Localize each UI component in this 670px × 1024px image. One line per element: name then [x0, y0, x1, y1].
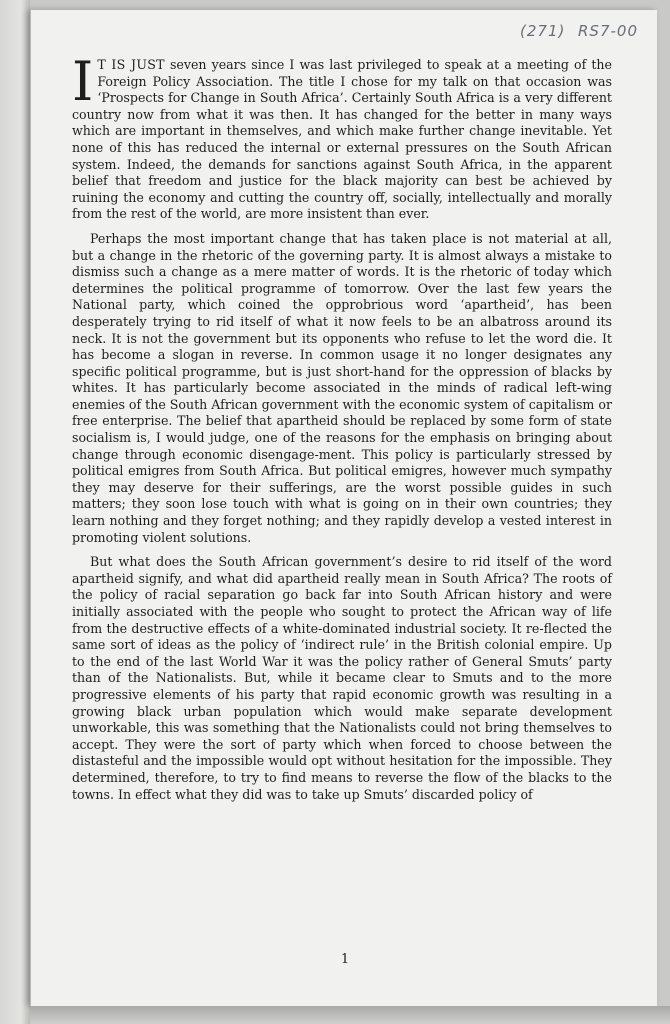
- opening-words: T IS JUST: [97, 57, 165, 72]
- paragraph-2: Perhaps the most important change that has taken place is not material at all, but a change in the rhetoric of the governing party. It is almost always a mistake to dismiss such a change as a mere matter of words. It is the rhetoric of today which determines the political programme of tomorrow. Over the last few years the National party, which coined the opprobrious word ‘apartheid’, has been desperately trying to rid itself of what it now feels to be an albatross around its neck. It is not the government but its opponents who refuse to let the word die. It has become a slogan in reverse. In common usage it no longer designates any specific political programme, but is just short-hand for the oppression of blacks by whites. It has particularly become associated in the minds of radical left-wing enemies of the South African government with the economic system of capitalism or free enterprise. The belief that apartheid should be replaced by some form of state socialism is, I would judge, one of the reasons for the emphasis on bringing about change through economic disengage-ment. This policy is particularly stressed by political emigres from South Africa. But political emigres, however much sympathy they may deserve for their sufferings, are the worst possible guides in such matters; they soon lose touch with what is going on in their own countries; they learn nothing and they forget nothing; and they rapidly develop a vested interest in promoting violent solutions.: [72, 230, 612, 545]
- drop-cap: I: [72, 50, 94, 113]
- booklet-spine: [0, 0, 30, 1024]
- paragraph-1: [72, 50, 612, 223]
- page-bottom-edge: [30, 1006, 670, 1024]
- paragraph-1-text: seven years since I was last privileged to speak at a meeting of the Foreign Policy Association. The title I chose for my talk on that occasion was ‘Prospects for Change in South Africa’. Certainly South Africa is a very different country now from what it was then. It has changed for the better in many ways which are important in themselves, and which make further change inevitable. Yet none of this has reduced the internal or external pressures on the South African system. Indeed, the demands for sanctions against South Africa, in the apparent belief that freedom and justice for the black majority can best be achieved by ruining the economy and cutting the country off, socially, intellectually and morally from the rest of the world, are more insistent than ever.: [72, 57, 612, 222]
- paragraph-3: But what does the South African government’s desire to rid itself of the word apartheid signify, and what did apartheid really mean in South Africa? The roots of the policy of racial separation go back far into South African history and were initially associated with the people who sought to protect the African way of life from the destructive effects of a white-dominated industrial society. It re-flected the same sort of ideas as the policy of ‘indirect rule’ in the British colonial empire. Up to the end of the last World War it was the policy rather of General Smuts’ party than of the Nationalists. But, while it became clear to Smuts and to the more progressive elements of his party that rapid economic growth was resulting in a growing black urban population which would make separate development unworkable, this was something that the Nationalists could not bring themselves to accept. They were the sort of party which when forced to choose between the distasteful and the impossible would opt without hesitation for the impossible. They determined, therefore, to try to find means to reverse the flow of the blacks to the towns. In effect what they did was to take up Smuts’ discarded policy of: [72, 554, 612, 802]
- handwritten-number-annotation: (271): [520, 22, 566, 40]
- handwritten-price-annotation: RS7-00: [578, 22, 638, 40]
- article-body: [72, 50, 612, 811]
- page-number: 1: [340, 952, 350, 967]
